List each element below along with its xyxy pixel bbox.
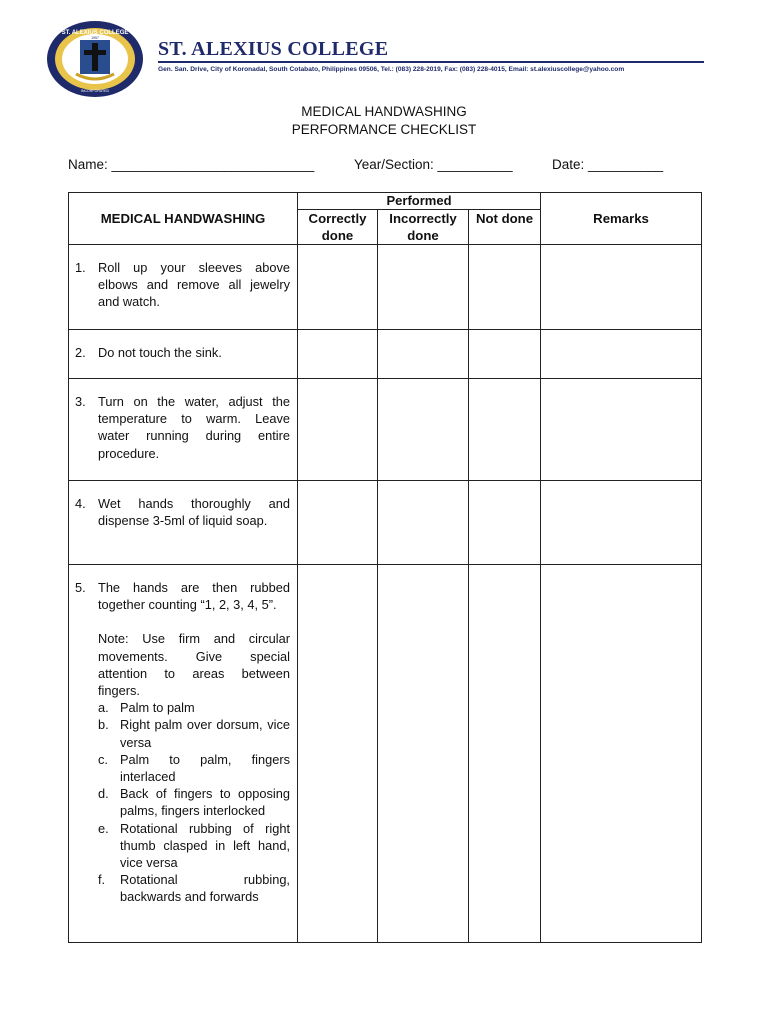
name-field: Name: ___________________________ <box>68 157 315 172</box>
substep-letter: a. <box>98 700 109 716</box>
substep-letter: d. <box>98 786 109 802</box>
table-row <box>69 565 702 943</box>
header-divider <box>158 61 704 63</box>
substep-item <box>98 785 290 819</box>
step-text: Do not touch the sink. <box>98 345 222 360</box>
year-section-field: Year/Section: __________ <box>354 157 513 172</box>
not-done-cell[interactable] <box>469 481 541 565</box>
substep-text: Back of fingers to opposing palms, fingers interlocked <box>120 786 290 819</box>
step-number: 5. <box>75 580 86 595</box>
document-subtitle: PERFORMANCE CHECKLIST <box>291 122 477 137</box>
step-number: 4. <box>75 496 86 511</box>
header-performed: Performed <box>298 193 541 210</box>
step-text: Wet hands thoroughly and dispense 3-5ml of liquid soap. <box>98 496 290 529</box>
correctly-done-cell[interactable] <box>298 565 378 943</box>
substep-item <box>98 716 290 750</box>
header-not-done: Not done <box>469 210 541 245</box>
header-remarks: Remarks <box>541 193 702 245</box>
step-item <box>69 379 297 462</box>
table-row <box>69 379 702 481</box>
header-correctly-done: Correctly done <box>298 210 378 245</box>
correctly-done-cell[interactable] <box>298 330 378 379</box>
remarks-cell[interactable] <box>541 565 702 943</box>
remarks-cell[interactable] <box>541 330 702 379</box>
not-done-cell[interactable] <box>469 330 541 379</box>
step-text: Roll up your sleeves above elbows and remove all jewelry and watch. <box>98 260 290 310</box>
step-item <box>69 565 297 906</box>
incorrectly-done-cell[interactable] <box>378 245 469 330</box>
step-text: Turn on the water, adjust the temperature to warm. Leave water running during entire procedure. <box>98 394 290 461</box>
step-number: 2. <box>75 345 86 360</box>
remarks-cell[interactable] <box>541 481 702 565</box>
substep-text: Rotational rubbing of right thumb clasped in left hand, vice versa <box>120 820 290 871</box>
incorrectly-done-cell[interactable] <box>378 481 469 565</box>
remarks-cell[interactable] <box>541 245 702 330</box>
step-note: Note: Use firm and circular movements. Give special attention to areas between fingers. <box>98 631 290 699</box>
document-title: MEDICAL HANDWASHING <box>301 104 467 119</box>
substep-text: Palm to palm <box>120 700 195 716</box>
college-seal-logo <box>46 20 144 98</box>
substep-letter: c. <box>98 751 108 767</box>
step-item <box>69 330 297 361</box>
seal-top-text: ST. ALEXIUS COLLEGE <box>61 30 129 36</box>
substep-text: Right palm over dorsum, vice versa <box>120 717 290 750</box>
substep-letter: f. <box>98 872 106 888</box>
incorrectly-done-cell[interactable] <box>378 565 469 943</box>
correctly-done-cell[interactable] <box>298 245 378 330</box>
not-done-cell[interactable] <box>469 245 541 330</box>
substep-item <box>98 699 290 716</box>
incorrectly-done-cell[interactable] <box>378 330 469 379</box>
table-row <box>69 481 702 565</box>
substep-item <box>98 751 290 785</box>
remarks-cell[interactable] <box>541 379 702 481</box>
not-done-cell[interactable] <box>469 565 541 943</box>
college-name: ST. ALEXIUS COLLEGE <box>158 38 389 60</box>
substep-letter: b. <box>98 717 109 733</box>
correctly-done-cell[interactable] <box>298 379 378 481</box>
substep-letter: e. <box>98 820 109 836</box>
substep-item <box>98 820 290 872</box>
seal-year: 1957 <box>91 36 99 40</box>
substep-item <box>98 871 290 905</box>
correctly-done-cell[interactable] <box>298 481 378 565</box>
step-item <box>69 245 297 311</box>
header-incorrectly-done: Incorrectly done <box>378 210 469 245</box>
step-number: 1. <box>75 260 86 275</box>
seal-bottom-text: INCORPORATED <box>81 89 109 93</box>
substep-text: Rotational rubbing, backwards and forwards <box>120 872 290 905</box>
incorrectly-done-cell[interactable] <box>378 379 469 481</box>
substep-text: Palm to palm, fingers interlaced <box>120 751 290 785</box>
checklist-table <box>68 192 702 943</box>
table-row <box>69 330 702 379</box>
step-number: 3. <box>75 394 86 409</box>
college-address: Gen. San. Drive, City of Koronadal, South Cotabato, Philippines 09506, Tel.: (083) 228-2019, Fax: (083) 228-4015, Email: st.alexiuscollege@yahoo.com <box>158 66 625 73</box>
date-field: Date: __________ <box>552 157 664 172</box>
table-row <box>69 245 702 330</box>
step-text: The hands are then rubbed together counting “1, 2, 3, 4, 5”. <box>98 580 290 613</box>
step-item <box>69 481 297 529</box>
not-done-cell[interactable] <box>469 379 541 481</box>
header-medical-handwashing: MEDICAL HANDWASHING <box>69 193 298 245</box>
